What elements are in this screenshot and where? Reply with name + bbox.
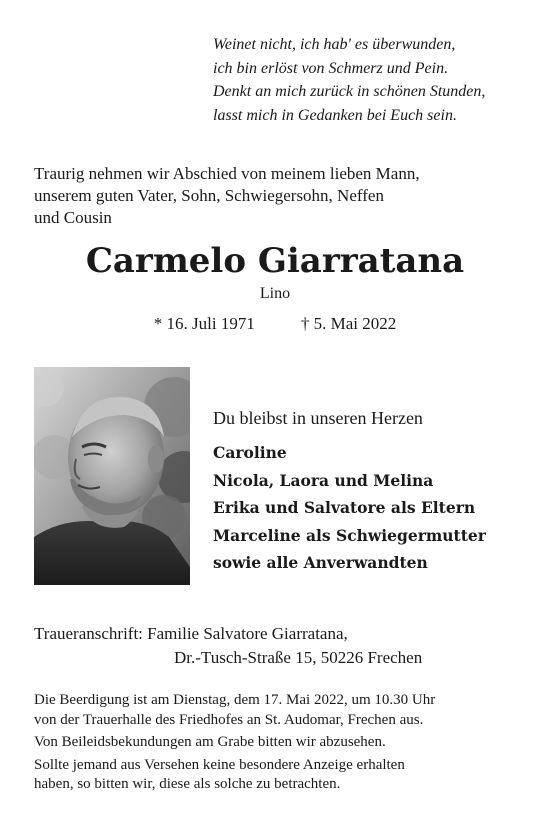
birth-date: * 16. Juli 1971: [153, 314, 255, 333]
funeral-info: [34, 691, 534, 730]
funeral-line: von der Trauerhalle des Friedhofes an St. Audomar, Frechen aus.: [34, 711, 424, 728]
poem-line: Weinet nicht, ich hab' es überwunden,: [213, 36, 456, 53]
memorial-poem: [213, 33, 533, 127]
funeral-line: Die Beerdigung ist am Dienstag, dem 17. Mai 2022, um 10.30 Uhr: [34, 692, 436, 708]
mourners-block: [213, 405, 533, 577]
address-line: Dr.-Tusch-Straße 15, 50226 Frechen: [174, 648, 423, 667]
portrait-photo: [34, 367, 190, 585]
mourner-name: sowie alle Anverwandten: [213, 553, 428, 572]
notice-line: Sollte jemand aus Versehen keine besondere Anzeige erhalten: [34, 756, 405, 773]
poem-line: lasst mich in Gedanken bei Euch sein.: [213, 106, 457, 124]
life-dates: [0, 313, 550, 335]
funeral-notes: [34, 691, 534, 798]
farewell-intro: [34, 163, 534, 229]
poem-line: ich bin erlöst von Schmerz und Pein.: [213, 59, 449, 77]
notice-note: [34, 756, 534, 795]
death-date: † 5. Mai 2022: [300, 314, 397, 333]
address-line: Traueranschrift: Familie Salvatore Giarratana,: [34, 624, 348, 643]
mourner-name: Caroline: [213, 443, 287, 462]
deceased-nickname: Lino: [259, 285, 291, 302]
intro-line: Traurig nehmen wir Abschied von meinem lieben Mann,: [34, 164, 420, 183]
notice-line: haben, so bitten wir, diese als solche zu betrachten.: [34, 776, 341, 792]
deceased-name: Carmelo Giarratana: [85, 241, 465, 281]
mourning-address: [34, 622, 534, 670]
intro-line: und Cousin: [34, 208, 112, 227]
mourner-name: Nicola, Laora und Melina: [213, 470, 434, 490]
mourners-headline: Du bleibst in unseren Herzen: [213, 408, 423, 428]
mourner-name: Marceline als Schwiegermutter: [213, 525, 486, 545]
mourner-name: Erika und Salvatore als Eltern: [213, 498, 476, 517]
poem-line: Denkt an mich zurück in schönen Stunden,: [213, 83, 486, 100]
intro-line: unserem guten Vater, Sohn, Schwiegersohn, Neffen: [34, 186, 384, 205]
condolence-note: Von Beileidsbekundungen am Grabe bitten wir abzusehen.: [34, 734, 386, 750]
